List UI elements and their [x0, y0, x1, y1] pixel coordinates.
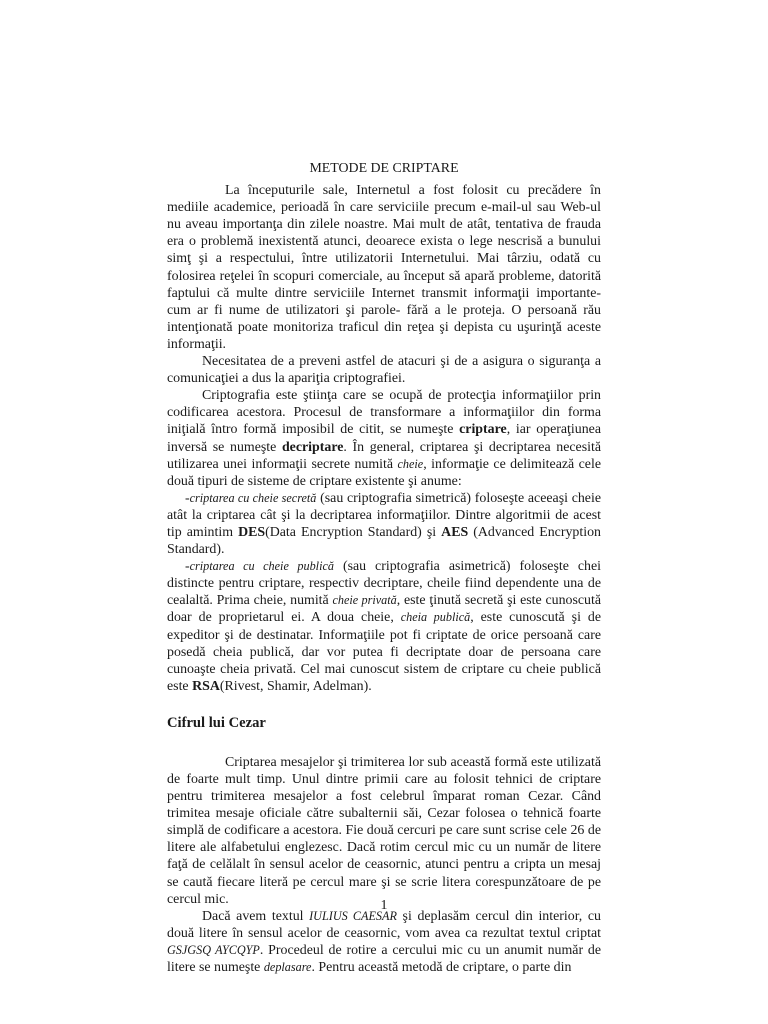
text-column [167, 160, 601, 976]
paragraph-cryptography [167, 387, 601, 490]
text-run: (Rivest, Shamir, Adelman). [219, 678, 372, 694]
text-run: , iar operaţiunea inversă se numeşte [167, 422, 601, 455]
term-cheia-publica: cheia publică [400, 610, 471, 625]
paragraph-secret-key [167, 490, 601, 558]
example-ciphertext: GSJGSQ AYCQYP [167, 942, 260, 957]
text-run: (Data Encryption Standard) şi [265, 524, 442, 540]
paragraph-caesar-history: Criptarea mesajelor şi trimiterea lor sub această formă este utilizată de foarte mult timp. Unul dintre primii care au folosit tehnici de criptare pentru trimiterea mesajelor a fost celebrul împarat roman Cezar. Când trimitea mesaje oficiale către subalternii săi, Cezar folosea o tehnică foarte simplă de codificare a acestora. Fie două cercuri pe care sunt scrise cele 26 de litere ale alfabetului englezesc. Dacă rotim cercul mic cu un număr de litere faţă de celălalt în sensul acelor de ceasornic, atunci pentru a cripta un mesaj se caută fiecare literă pe cercul mare şi se scrie litera corespunzătoare de pe cercul mic. [167, 754, 601, 907]
paragraph-caesar-example [167, 908, 601, 976]
page-number: 1 [380, 898, 388, 913]
text-run: . În general, criptarea şi decriptarea necesită utilizarea unei informaţii secrete numită [167, 439, 601, 472]
term-des: DES [238, 524, 266, 540]
text-run: şi deplasăm cercul din interior, cu două litere în sensul acelor de ceasornic, vom avea ca rezultat textul criptat [167, 908, 601, 941]
term-cheie-publica: criptarea cu cheie publică [189, 559, 334, 574]
section-heading: Cifrul lui Cezar [167, 714, 266, 731]
list-dash: - [185, 559, 190, 575]
text-run: Dacă avem textul [202, 908, 310, 924]
paragraph-public-key [167, 558, 601, 695]
term-cheie-secreta: criptarea cu cheie secretă [189, 490, 317, 505]
text-run: (sau criptografia simetrică) foloseşte aceeaşi cheie atât la criptarea cât şi la decriptarea informaţiilor. Dintre algoritmii de acest tip amintim [167, 490, 601, 540]
paragraph-necessity: Necesitatea de a preveni astfel de atacuri şi de a asigura o siguranţa a comunicaţiei a dus la apariţia criptografiei. [167, 354, 601, 387]
term-deplasare: deplasare [263, 960, 312, 975]
list-dash: - [185, 490, 190, 506]
term-rsa: RSA [192, 678, 220, 694]
text-run: (sau criptografia asimetrică) foloseşte chei distincte pentru criptare, respectiv decriptare, cheile fiind dependente una de cealaltă. Prima cheie, numită [167, 559, 601, 609]
text-run: , este ţinută secretă şi este cunoscută doar de proprietarul ei. A doua cheie, [167, 593, 601, 626]
text-run: . Pentru această metodă de criptare, o parte din [311, 960, 572, 976]
paragraph-intro: La începuturile sale, Internetul a fost folosit cu precădere în mediile academice, perioadă în care serviciile precum e-mail-ul sau Web-ul nu aveau importanţa din zilele noastre. Mai mult de atât, tentativa de frauda era o problemă inexistentă atunci, deoarece exista o lege nescrisă a bunului simţ şi a respectului, între utilizatorii Internetului. Mai târziu, odată cu folosirea reţelei în scopuri comerciale, au început să apară probleme, datorită faptului că multe dintre serviciile Internet transmit informaţii importante- cum ar fi nume de utilizatori şi parole- fără a le proteja. O persoană rău intenţionată poate monitoriza traficul din reţea şi depista cu uşurinţă aceste informaţii. [167, 183, 601, 352]
example-plaintext: IULIUS CAESAR [309, 908, 397, 923]
text-run: , informaţie ce delimitează cele două tipuri de sisteme de criptare existente şi anume: [167, 456, 601, 489]
document-title: METODE DE CRIPTARE [309, 161, 459, 176]
term-cheie: cheie [397, 456, 424, 471]
text-run: . Procedeul de rotire a cercului mic cu un anumit număr de litere se numeşte [167, 942, 602, 976]
term-decriptare: decriptare [281, 439, 344, 455]
term-aes: AES [441, 524, 469, 540]
term-cheie-privata: cheie privată [332, 593, 397, 608]
text-run: (Advanced Encryption Standard). [167, 524, 601, 558]
term-criptare: criptare [459, 422, 507, 438]
text-run: Criptografia este ştiinţa care se ocupă de protecţia informaţiilor prin codificarea acestora. Procesul de transformare a informaţiilor din forma iniţială întro formă imposibil de citit, se numeşte [167, 388, 601, 438]
text-run: , este cunoscută şi de expeditor şi de destinatar. Informaţiile pot fi criptate de orice persoană care posedă cheia publică, dar vor putea fi decriptate doar de persoana care cunoaşte cheia privată. Cel mai cunoscut sistem de criptare cu cheie publică este [167, 610, 601, 694]
